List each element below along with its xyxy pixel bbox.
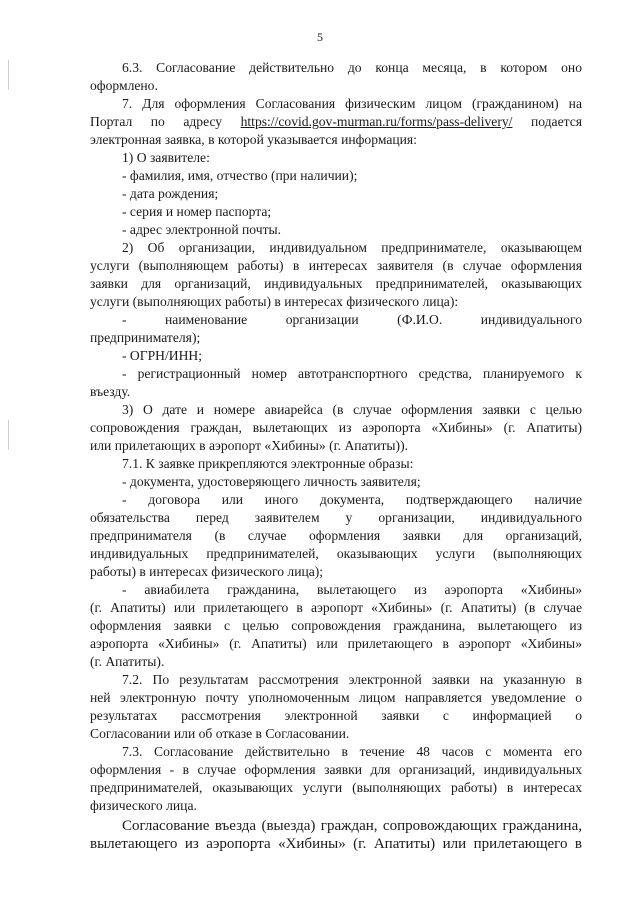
text-line bbox=[122, 818, 582, 834]
text-line bbox=[122, 312, 582, 328]
line-text: предпринимателей, оказывающих услуги (выполняющих работы) в интересах bbox=[90, 780, 582, 795]
line-text: 7.2. По результатам рассмотрения электронной заявки на указанную в bbox=[122, 672, 582, 687]
line-text: оформления заявки с целью сопровождения гражданина, вылетающего из bbox=[90, 618, 582, 633]
text-line bbox=[122, 168, 582, 184]
text-line bbox=[90, 114, 582, 130]
line-text: 6.3. Согласование действительно до конца месяца, в котором оно bbox=[122, 60, 582, 75]
line-text: заявки для организаций, индивидуальных предпринимателей, оказывающих bbox=[90, 276, 582, 291]
text-line bbox=[90, 780, 582, 796]
line-text: - фамилия, имя, отчество (при наличии); bbox=[122, 168, 358, 183]
line-text: Портал по адресу bbox=[90, 114, 223, 129]
line-text: услуги (выполняющем работы) в интересах заявителя (в случае оформления bbox=[90, 258, 582, 273]
line-text: 2) Об организации, индивидуальном предпринимателе, оказывающем bbox=[122, 240, 582, 255]
text-line bbox=[90, 762, 582, 778]
text-line bbox=[90, 654, 582, 670]
portal-link[interactable]: https://covid.gov-murman.ru/forms/pass-delivery/ bbox=[240, 114, 513, 129]
text-line bbox=[90, 690, 582, 706]
line-text: - документа, удостоверяющего личность заявителя; bbox=[122, 474, 421, 489]
line-text: физического лица. bbox=[90, 798, 197, 813]
text-line bbox=[122, 744, 582, 760]
line-text: 7. Для оформления Согласования физическим лицом (гражданином) на bbox=[122, 96, 582, 111]
text-line bbox=[90, 420, 582, 436]
text-line bbox=[90, 600, 582, 616]
line-text: сопровождения граждан, вылетающих из аэропорта «Хибины» (г. Апатиты) bbox=[90, 420, 582, 435]
line-text: работы) в интересах физического лица); bbox=[90, 564, 324, 579]
text-line bbox=[122, 150, 582, 166]
scan-margin-mark bbox=[8, 420, 9, 450]
text-line bbox=[90, 294, 582, 310]
line-text: услуги (выполняющих работы) в интересах физического лица): bbox=[90, 294, 459, 309]
text-line bbox=[90, 78, 582, 94]
text-line bbox=[122, 456, 582, 472]
text-line bbox=[122, 240, 582, 256]
line-text: аэропорта «Хибины» (г. Апатиты) или прилетающего в аэропорт «Хибины» bbox=[90, 636, 582, 651]
line-text: 7.3. Согласование действительно в течение 48 часов с момента его bbox=[122, 744, 582, 759]
text-line bbox=[90, 528, 582, 544]
text-line bbox=[90, 510, 582, 526]
scan-margin-mark bbox=[8, 60, 9, 90]
text-line bbox=[90, 384, 582, 400]
line-text: въезду. bbox=[90, 384, 131, 399]
line-text: - наименование организации (Ф.И.О. индивидуального bbox=[122, 312, 582, 327]
text-line bbox=[122, 474, 582, 490]
text-line bbox=[122, 672, 582, 688]
line-text: - авиабилета гражданина, вылетающего из аэропорта «Хибины» bbox=[122, 582, 582, 597]
text-line bbox=[90, 132, 582, 148]
text-line bbox=[90, 564, 582, 580]
text-line bbox=[122, 204, 582, 220]
line-text: предпринимателя); bbox=[90, 330, 201, 345]
line-text: - серия и номер паспорта; bbox=[122, 204, 272, 219]
line-text: 3) О дате и номере авиарейса (в случае оформления заявки с целью bbox=[122, 402, 582, 417]
line-text: предпринимателя (в случае оформления заявки для организаций, bbox=[90, 528, 582, 543]
line-text: электронная заявка, в которой указывается информация: bbox=[90, 132, 417, 147]
text-line bbox=[90, 258, 582, 274]
line-text: 1) О заявителе: bbox=[122, 150, 210, 165]
line-text: обязательства перед заявителем у организации, индивидуального bbox=[90, 510, 582, 525]
text-line bbox=[90, 636, 582, 652]
line-text: - дата рождения; bbox=[122, 186, 219, 201]
text-line bbox=[90, 618, 582, 634]
line-text: - регистрационный номер автотранспортного средства, планируемого к bbox=[122, 366, 582, 381]
text-line bbox=[90, 546, 582, 562]
line-text: оформлено. bbox=[90, 78, 158, 93]
text-line bbox=[122, 582, 582, 598]
line-text: Согласование въезда (выезда) граждан, сопровождающих гражданина, bbox=[122, 818, 582, 834]
text-line bbox=[122, 96, 582, 112]
line-text: - договора или иного документа, подтверждающего наличие bbox=[122, 492, 582, 507]
line-text: индивидуальных предпринимателей, оказывающих услуги (выполняющих bbox=[90, 546, 582, 561]
text-line bbox=[122, 222, 582, 238]
line-text: (г. Апатиты). bbox=[90, 654, 165, 669]
line-text: подается bbox=[530, 114, 582, 129]
line-text: - ОГРН/ИНН; bbox=[122, 348, 202, 363]
text-line bbox=[90, 330, 582, 346]
text-line bbox=[90, 438, 582, 454]
text-line bbox=[90, 276, 582, 292]
line-text: или прилетающих в аэропорт «Хибины» (г. Апатиты)). bbox=[90, 438, 408, 453]
text-line bbox=[90, 726, 582, 742]
line-text: (г. Апатиты) или прилетающего в аэропорт «Хибины» (г. Апатиты) (в случае bbox=[90, 600, 582, 615]
line-text: вылетающего из аэропорта «Хибины» (г. Апатиты) или прилетающего в bbox=[90, 836, 582, 852]
line-text: результатах рассмотрения электронной заявки с информацией о bbox=[90, 708, 582, 723]
line-text: 7.1. К заявке прикрепляются электронные образы: bbox=[122, 456, 414, 471]
text-line bbox=[122, 348, 582, 364]
text-line bbox=[90, 708, 582, 724]
line-text: ней электронную почту уполномоченным лицом направляется уведомление о bbox=[90, 690, 582, 705]
text-line bbox=[90, 836, 582, 852]
line-text: - адрес электронной почты. bbox=[122, 222, 282, 237]
text-line bbox=[122, 402, 582, 418]
text-line bbox=[122, 60, 582, 76]
text-line bbox=[122, 366, 582, 382]
page-number: 5 bbox=[317, 30, 323, 44]
line-text: Согласовании или об отказе в Согласовании. bbox=[90, 726, 350, 741]
text-line bbox=[90, 798, 582, 814]
text-line bbox=[122, 492, 582, 508]
line-text: оформления - в случае оформления заявки для организаций, индивидуальных bbox=[90, 762, 582, 777]
text-line bbox=[122, 186, 582, 202]
